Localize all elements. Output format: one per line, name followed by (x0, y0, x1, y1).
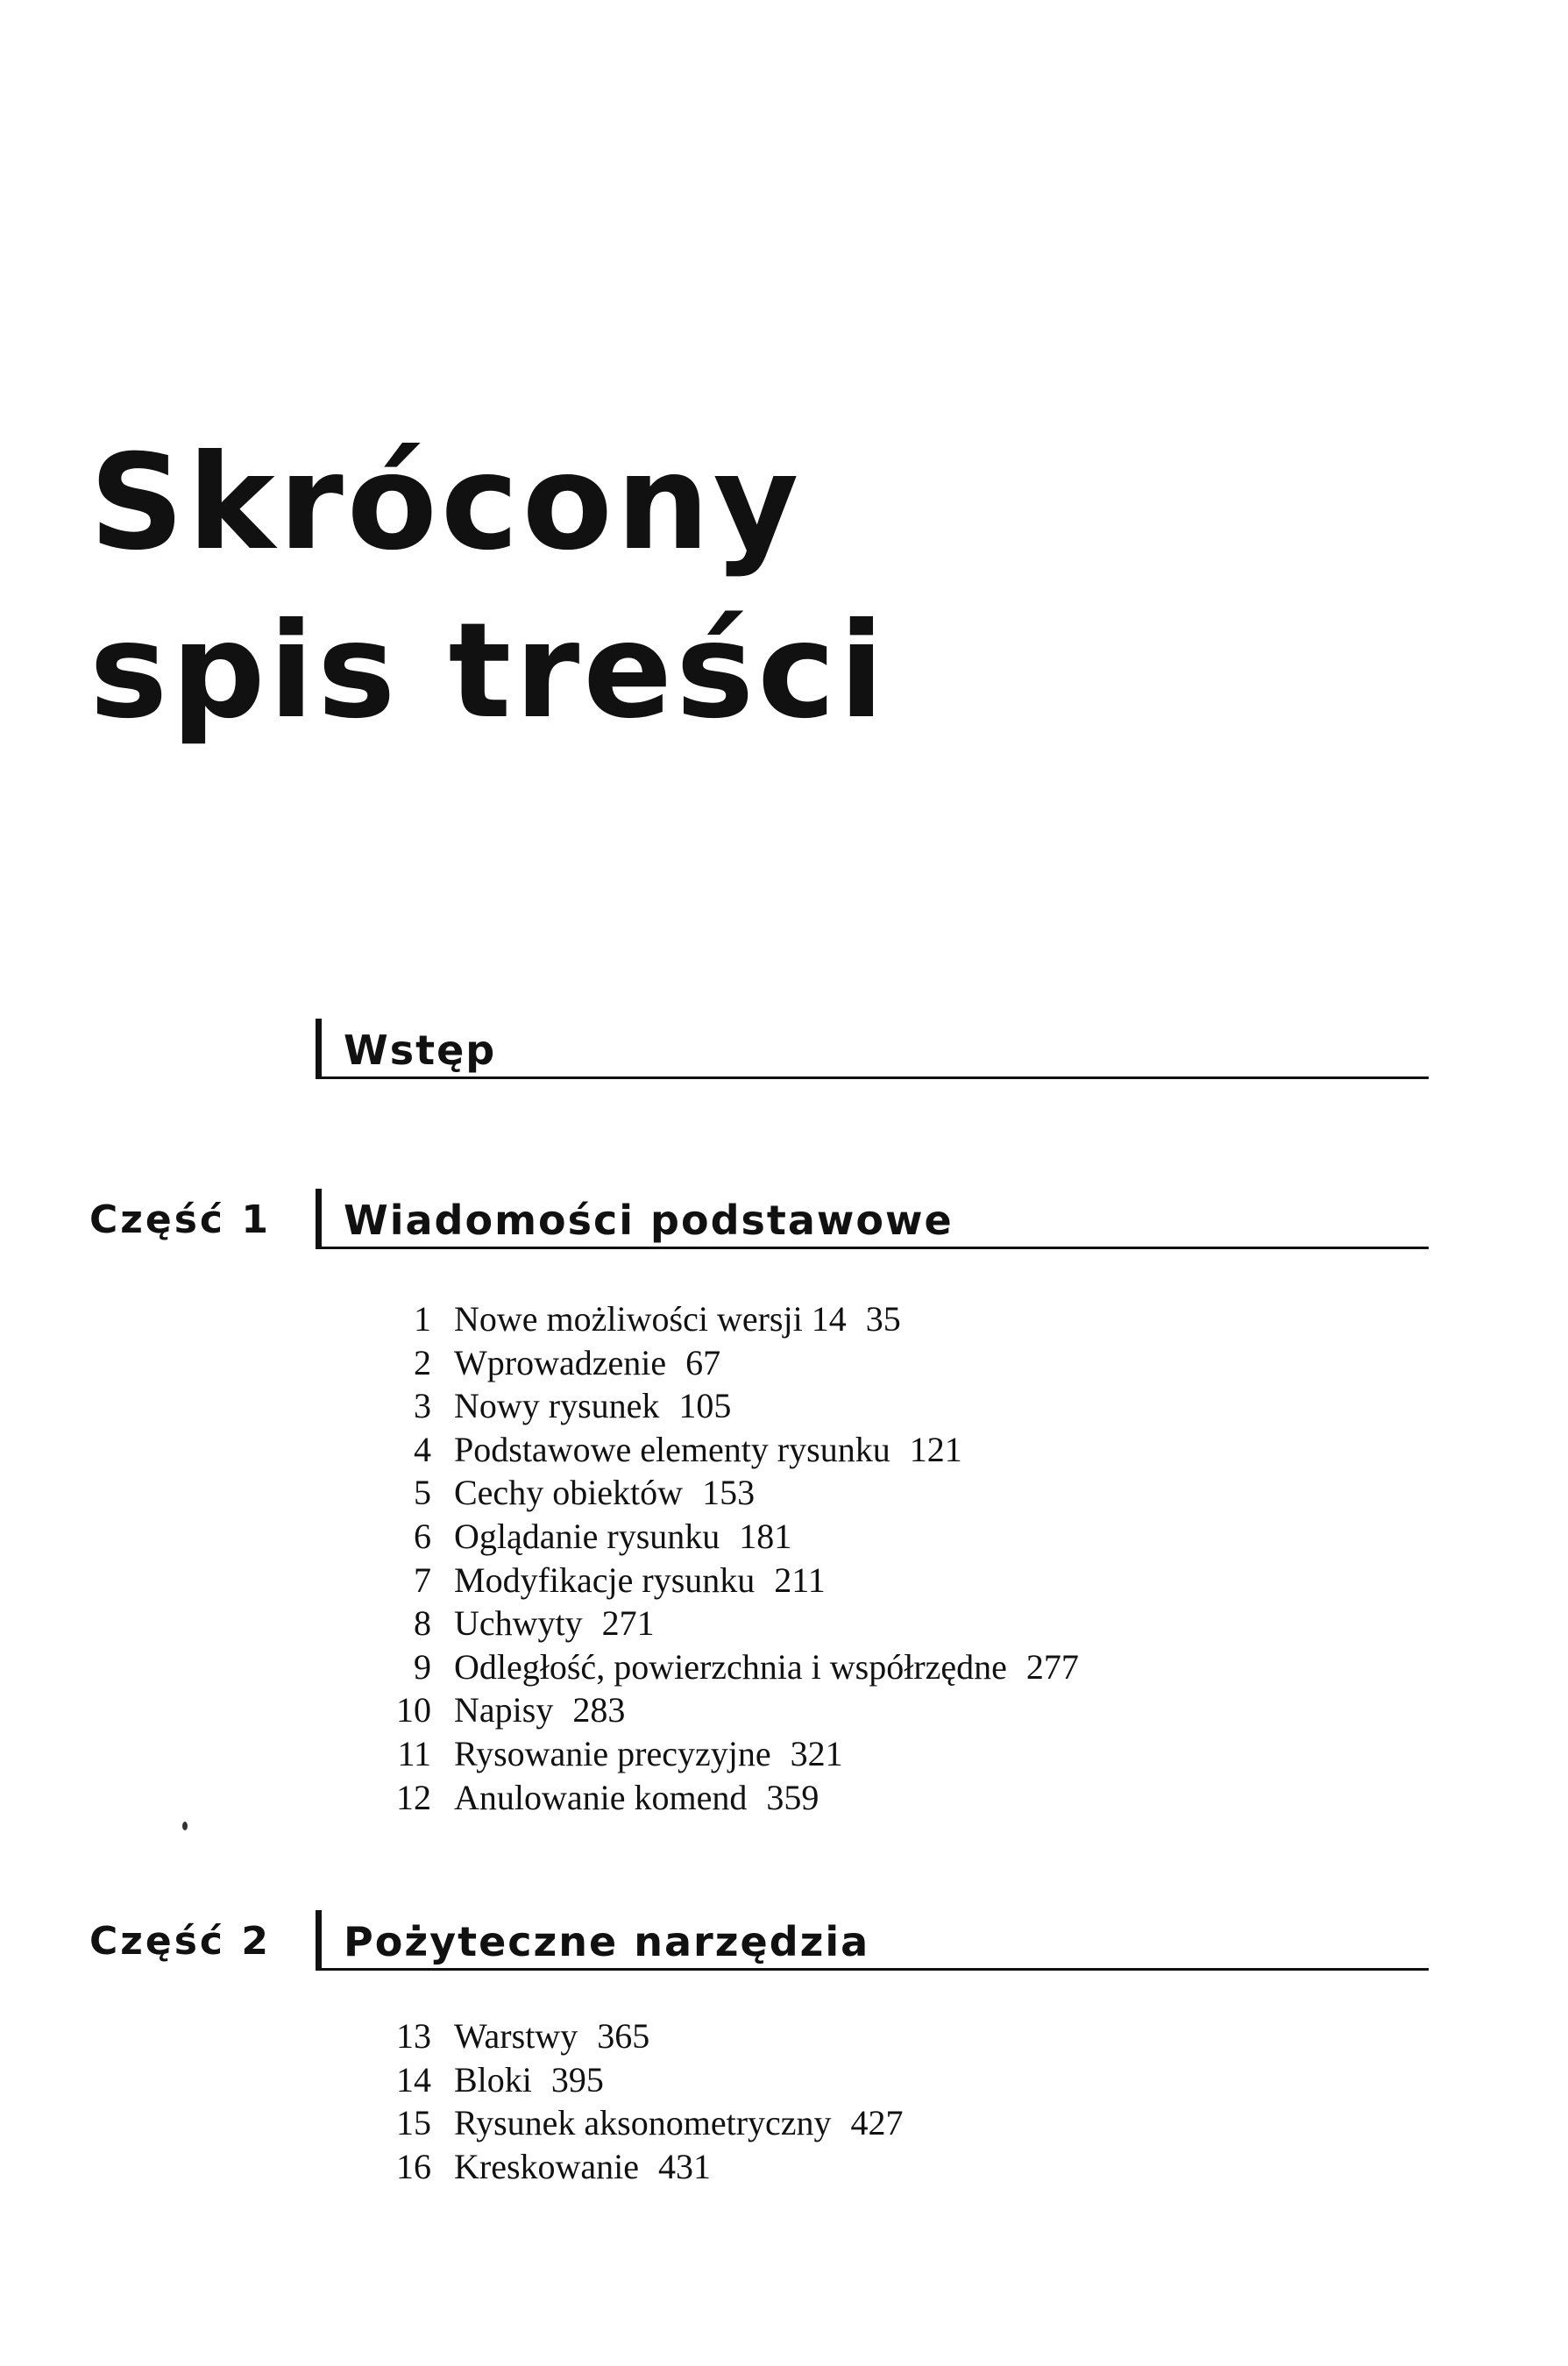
chapter-number: 7 (414, 1560, 431, 1600)
chapter-title: Kreskowanie (454, 2146, 640, 2186)
chapter-number: 13 (396, 2016, 431, 2056)
chapter-title: Rysowanie precyzyjne (454, 1733, 771, 1773)
chapter-title: Cechy obiektów (454, 1473, 684, 1513)
chapter-title: Nowe możliwości wersji 14 (454, 1299, 847, 1339)
chapter-number: 10 (396, 1690, 431, 1730)
chapter-number: 3 (414, 1386, 431, 1426)
chapter-number: 8 (414, 1603, 431, 1644)
chapter-page: 181 (739, 1516, 792, 1556)
chapter-page: 359 (766, 1777, 819, 1817)
chapter-page: 121 (909, 1429, 962, 1469)
part-1-label: Część 1 (89, 1197, 271, 1242)
chapter-title: Oglądanie rysunku (454, 1516, 720, 1556)
page-title-line-2: spis treści (89, 595, 888, 748)
chapter-number: 5 (414, 1473, 431, 1513)
chapter-page: 211 (774, 1560, 826, 1600)
chapter-number: 2 (414, 1342, 431, 1382)
chapter-number: 6 (414, 1516, 431, 1556)
chapter-title: Modyfikacje rysunku (454, 1560, 756, 1600)
section-rule (316, 1968, 1429, 1971)
chapter-number: 14 (396, 2059, 431, 2100)
page-title-line-1: Skrócony (89, 427, 803, 579)
section-rule (316, 1247, 1429, 1249)
page-title (89, 419, 888, 756)
chapter-title: Rysunek aksonometryczny (454, 2103, 832, 2143)
chapter-number: 15 (396, 2103, 431, 2143)
chapter-page: 277 (1025, 1646, 1079, 1687)
chapter-page: 67 (685, 1342, 721, 1382)
chapter-number: 12 (396, 1777, 431, 1817)
chapter-page: 283 (572, 1690, 626, 1730)
chapter-page: 35 (865, 1299, 901, 1339)
chapter-page: 365 (597, 2016, 650, 2056)
intro-title[interactable]: Wstęp (344, 1027, 497, 1074)
chapter-page: 321 (790, 1733, 843, 1773)
part-2-title[interactable]: Pożyteczne narzędzia (344, 1918, 870, 1965)
chapter-number: 1 (414, 1299, 431, 1339)
chapter-title: Anulowanie komend (454, 1777, 748, 1817)
chapter-title: Napisy (454, 1690, 554, 1730)
chapter-number: 11 (397, 1733, 431, 1773)
section-marker-bar (316, 1019, 322, 1078)
chapter-title: Bloki (454, 2059, 532, 2100)
chapter-page: 153 (702, 1473, 756, 1513)
chapter-page: 427 (850, 2103, 904, 2143)
chapter-number: 16 (396, 2146, 431, 2186)
chapter-title: Podstawowe elementy rysunku (454, 1429, 890, 1469)
chapter-page: 105 (678, 1386, 732, 1426)
scan-speck (182, 1822, 188, 1830)
section-rule (316, 1076, 1429, 1079)
chapter-page: 431 (658, 2146, 712, 2186)
chapter-page: 395 (550, 2059, 604, 2100)
section-marker-bar (316, 1189, 322, 1248)
chapter-number: 4 (414, 1429, 431, 1469)
part-1-title[interactable]: Wiadomości podstawowe (344, 1197, 954, 1244)
chapter-title: Warstwy (454, 2016, 578, 2056)
part-2-label: Część 2 (89, 1919, 271, 1964)
section-marker-bar (316, 1910, 322, 1970)
chapter-title: Wprowadzenie (454, 1342, 667, 1382)
chapter-number: 9 (414, 1646, 431, 1687)
chapter-title: Uchwyty (454, 1603, 583, 1644)
chapter-title: Nowy rysunek (454, 1386, 660, 1426)
chapter-title: Odległość, powierzchnia i współrzędne (454, 1646, 1007, 1687)
chapter-page: 271 (601, 1603, 655, 1644)
